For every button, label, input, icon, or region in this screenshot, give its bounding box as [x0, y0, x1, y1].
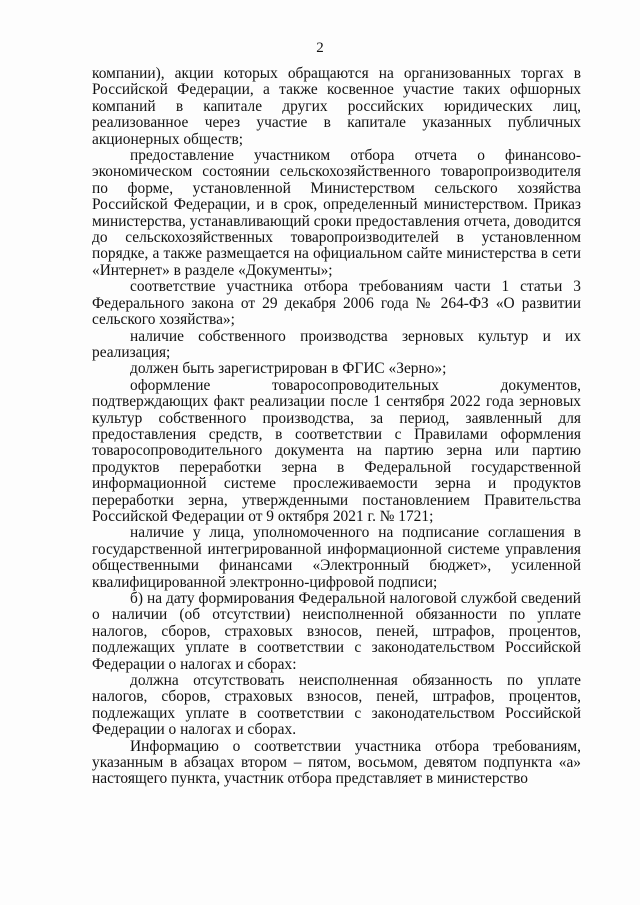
paragraph-federal-law-compliance: соответствие участника отбора требованиям части 1 статьи 3 Федерального закона от 29 декабря 2006 года № 264-ФЗ «О развитии сельского хозяйства»;: [92, 278, 581, 329]
paragraph-accompanying-documents: оформление товаросопроводительных документов, подтверждающих факт реализации после 1 сентября 2022 года зерновых культур собственного производства, за период, заявленный для предоставления средств, в соответствии с Правилами оформления товаросопроводительного документа на партию зерна или партию продуктов переработки зерна в Федеральной государственной информационной системе прослеживаемости зерна и продуктов переработки зерна, утвержденными постановлением Правительства Российской Федерации от 9 октября 2021 г. № 1721;: [92, 376, 581, 525]
document-body: [92, 66, 581, 788]
paragraph-tax-service-date: б) на дату формирования Федеральной налоговой службой сведений о наличии (об отсутствии) неисполненной обязанности по уплате налогов, сборов, страховых взносов, пеней, штрафов, процентов, подлежащих уплате в соответствии с законодательством Российской Федерации о налогах и сборах:: [92, 590, 581, 673]
paragraph-own-grain-production: наличие собственного производства зерновых культур и их реализация;: [92, 327, 581, 361]
paragraph-fgis-registration: должен быть зарегистрирован в ФГИС «Зерно»;: [130, 360, 447, 378]
paragraph-electronic-signature: наличие у лица, уполномоченного на подписание соглашения в государственной интегрированной информационной системе управления общественными финансами «Электронный бюджет», усиленной квалифицированной электронно-цифровой подписи;: [92, 524, 581, 591]
paragraph-offshore-participation: компании), акции которых обращаются на организованных торгах в Российской Федерации, а также косвенное участие таких офшорных компаний в капитале других российских юридических лиц, реализованное через участие в капитале указанных публичных акционерных обществ;: [92, 65, 581, 148]
paragraph-compliance-information: Информацию о соответствии участника отбора требованиям, указанным в абзацах втором – пятом, восьмом, девятом подпункта «а» настоящего пункта, участник отбора представляет в министерство: [92, 737, 581, 788]
paragraph-no-tax-debt: должна отсутствовать неисполненная обязанность по уплате налогов, сборов, страховых взносов, пеней, штрафов, процентов, подлежащих уплате в соответствии с законодательством Российской Федерации о налогах и сборах.: [92, 672, 581, 739]
page-number: 2: [316, 40, 324, 56]
paragraph-financial-report: предоставление участником отбора отчета о финансово-экономическом состоянии сельскохозяйственного товаропроизводителя по форме, установленной Министерством сельского хозяйства Российской Федерации, и в срок, определенный министерством. Приказ министерства, устанавливающий сроки предоставления отчета, доводится до сельскохозяйственных товаропроизводителей в установленном порядке, а также размещается на официальном сайте министерства в сети «Интернет» в разделе «Документы»;: [92, 147, 581, 279]
